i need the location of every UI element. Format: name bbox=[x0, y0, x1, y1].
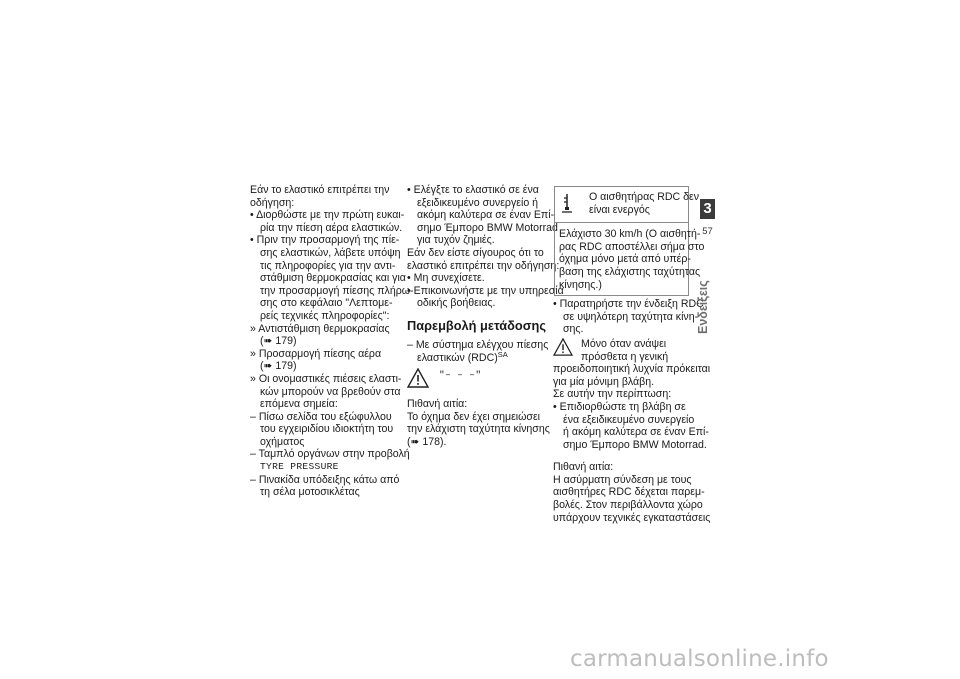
reference-line: » Οι ονομαστικές πιέσεις ελαστι- bbox=[250, 372, 402, 385]
dash-line-rdc bbox=[407, 349, 547, 365]
note-text: Μόνο όταν ανάψει bbox=[581, 337, 667, 350]
column-2 bbox=[407, 184, 564, 449]
dash-line: τη σέλα μοτοσικλέτας bbox=[260, 486, 360, 499]
indicator-box-header bbox=[555, 187, 700, 223]
bullet-line: ρία την πίεση αέρα ελαστικών. bbox=[260, 221, 403, 234]
note-text: για μία μόνιμη βλάβη. bbox=[553, 375, 655, 388]
cause-text: βολές. Στον περιβάλλοντα χώρο bbox=[553, 499, 703, 512]
dash-line: του εγχειριδίου ιδιοκτήτη του bbox=[260, 423, 394, 436]
bullet-line: σημο Έμπορο BMW Motorrad bbox=[417, 221, 558, 234]
display-dashes: "– – –" bbox=[439, 369, 482, 381]
dash-line: – Με σύστημα ελέγχου πίεσης bbox=[407, 338, 549, 351]
bullet-line: σης ελαστικών, λάβετε υπόψη bbox=[260, 246, 401, 259]
indicator-text: Ελάχιστο 30 km/h (Ο αισθητή- bbox=[559, 228, 701, 241]
cause-label: Πιθανή αιτία: bbox=[553, 461, 614, 474]
indicator-text: βαση της ελάχιστης ταχύτητας bbox=[559, 265, 701, 278]
bullet-line: • Ελέγξτε το ελαστικό σε ένα bbox=[407, 184, 539, 196]
bullet-line: ή ακόμη καλύτερα σε έναν Επί- bbox=[563, 426, 709, 439]
bullet-line: • Επικοινωνήστε με την υπηρεσία bbox=[407, 284, 564, 297]
reference-line: κών μπορούν να βρεθούν στα bbox=[260, 385, 401, 398]
note-text: προειδοποιητική λυχνία πρόκειται bbox=[553, 363, 711, 376]
column-1 bbox=[250, 184, 414, 499]
bullet-line: για τυχόν ζημιές. bbox=[417, 234, 495, 247]
dash-line: – Πίσω σελίδα του εξώφυλλου bbox=[250, 410, 392, 423]
text-line: ελαστικό επιτρέπει την οδήγηση: bbox=[407, 259, 560, 272]
indicator-title: είναι ενεργός bbox=[589, 203, 650, 216]
cause-text-reference[interactable]: (➠ 178). bbox=[407, 435, 447, 448]
cause-label: Πιθανή αιτία: bbox=[407, 398, 468, 411]
tire-pressure-indicator-icon bbox=[559, 191, 581, 215]
cause-text: υπάρχουν τεχνικές εγκαταστάσεις bbox=[553, 511, 711, 524]
sa-superscript: SA bbox=[497, 349, 508, 359]
intro-line: Εάν το ελαστικό επιτρέπει την bbox=[250, 184, 390, 196]
warning-display-row bbox=[407, 368, 547, 388]
bullet-line: σημο Έμπορο BMW Motorrad. bbox=[563, 438, 707, 451]
bullet-line: • Επιδιορθώστε τη βλάβη σε bbox=[553, 400, 686, 413]
bullet-line: • Διορθώστε με την πρώτη ευκαι- bbox=[250, 209, 405, 222]
dash-line: οχήματος bbox=[260, 435, 305, 448]
reference-line: επόμενα σημεία: bbox=[260, 398, 338, 411]
indicator-title: Ο αισθητήρας RDC δεν bbox=[589, 191, 700, 203]
cause-text: Το όχημα δεν έχει σημειώσει bbox=[407, 410, 541, 423]
warning-triangle-icon bbox=[407, 368, 429, 388]
bullet-line: εξειδικευμένο συνεργείο ή bbox=[417, 196, 539, 209]
reference-page[interactable]: (➠ 179) bbox=[260, 360, 297, 373]
section-heading: Παρεμβολή μετάδοσης bbox=[407, 317, 546, 333]
bullet-line: • Παρατηρήστε την ένδειξη RDC bbox=[553, 298, 704, 311]
reference-page[interactable]: (➠ 179) bbox=[260, 335, 297, 348]
cause-text: Η ασύρματη σύνδεση με τους bbox=[553, 473, 692, 486]
bullet-line: την προσαρμογή πίεσης πλήρω- bbox=[260, 284, 414, 297]
indicator-box-body bbox=[555, 223, 705, 295]
bullet-line: ένα εξειδικευμένο συνεργείο bbox=[563, 413, 695, 426]
bullet-line: • Πριν την προσαρμογή της πίε- bbox=[250, 234, 400, 247]
bullet-line: • Μη συνεχίσετε. bbox=[407, 272, 485, 285]
reference-link[interactable]: » Αντιστάθμιση θερμοκρασίας bbox=[250, 322, 390, 335]
warning-note bbox=[553, 338, 699, 363]
rdc-text: ελαστικών (RDC) bbox=[417, 351, 498, 364]
bullet-line: τις πληροφορίες για την αντι- bbox=[260, 259, 396, 272]
indicator-text: όχημα μόνο μετά από υπέρ- bbox=[559, 253, 691, 266]
watermark: carmanualsonline.info bbox=[570, 646, 829, 672]
indicator-box bbox=[554, 186, 705, 296]
bullet-line: σης. bbox=[563, 323, 584, 336]
dash-line: – Ταμπλό οργάνων στην προβολή bbox=[250, 448, 410, 461]
dash-line: – Πινακίδα υπόδειξης κάτω από bbox=[250, 473, 400, 486]
cause-text: αισθητήρες RDC δέχεται παρεμ- bbox=[553, 486, 705, 499]
spacer bbox=[553, 451, 699, 461]
indicator-text: κίνησης.) bbox=[559, 278, 602, 291]
chapter-title: Ενδείξεις bbox=[696, 280, 710, 334]
intro-line: οδήγηση: bbox=[250, 196, 295, 209]
bullet-line: στάθμιση θερμοκρασίας και για bbox=[260, 272, 406, 285]
page-number: 57 bbox=[702, 226, 713, 237]
bullet-line: οδικής βοήθειας. bbox=[417, 297, 496, 310]
bullet-line: σης στο κεφάλαιο "Λεπτομε- bbox=[260, 297, 393, 310]
reference-link[interactable]: » Προσαρμογή πίεσης αέρα bbox=[250, 347, 382, 360]
cause-text: την ελάχιστη ταχύτητα κίνησης bbox=[407, 423, 550, 436]
chapter-number-badge: 3 bbox=[700, 199, 715, 219]
note-text: πρόσθετα η γενική bbox=[581, 350, 669, 363]
bullet-line: ακόμη καλύτερα σε έναν Επί- bbox=[417, 209, 555, 222]
bullet-line: ρείς τεχνικές πληροφορίες": bbox=[260, 309, 390, 322]
text-line: Σε αυτήν την περίπτωση: bbox=[553, 388, 672, 401]
display-text-tyre-pressure: TYRE PRESSURE bbox=[260, 461, 339, 473]
bullet-line: σε υψηλότερη ταχύτητα κίνη- bbox=[563, 310, 699, 323]
text-line: Εάν δεν είστε σίγουρος ότι το bbox=[407, 246, 544, 259]
warning-triangle-icon bbox=[553, 338, 573, 356]
indicator-text: ρας RDC αποστέλλει σήμα στο bbox=[559, 240, 705, 253]
